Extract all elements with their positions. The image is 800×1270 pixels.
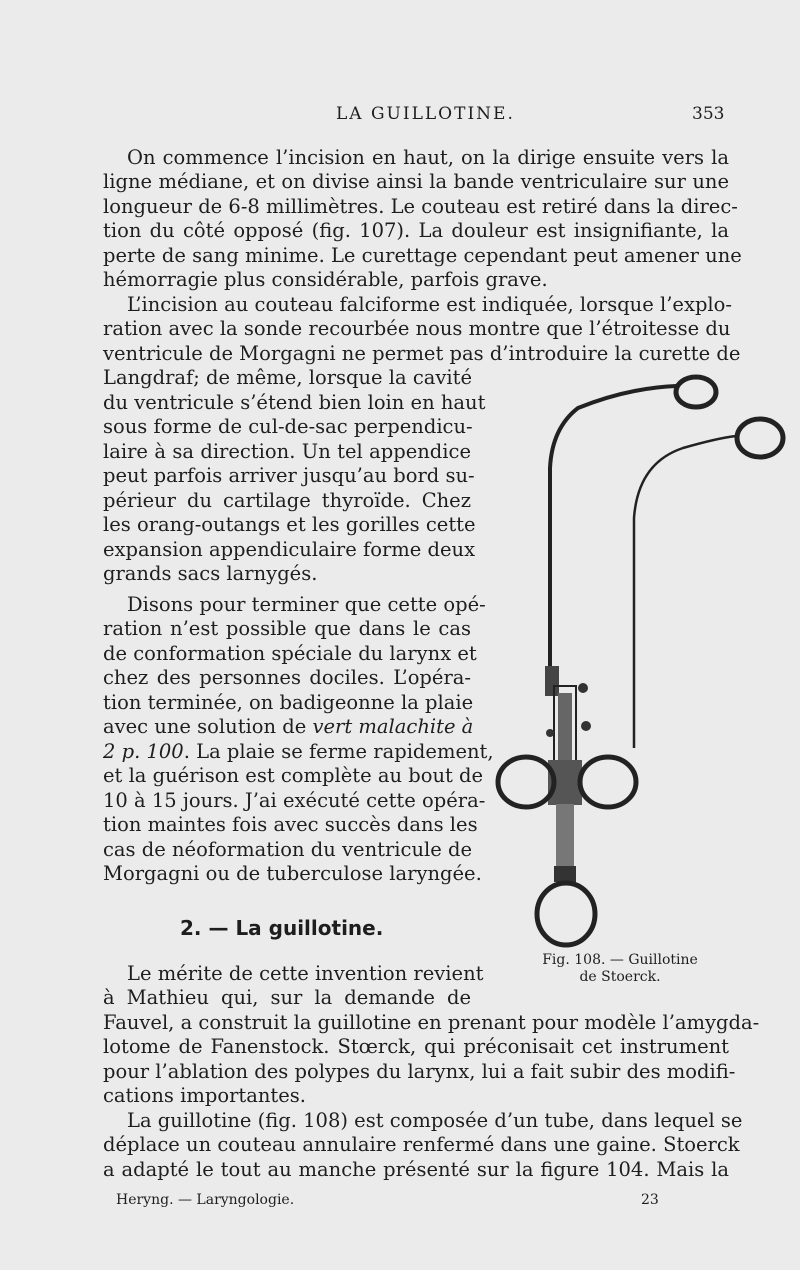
text-line: sous forme de cul-de-sac perpendicu- xyxy=(103,415,473,438)
text-line: Disons pour terminer que cette opé- xyxy=(127,593,486,616)
text-line: cations importantes. xyxy=(103,1084,306,1107)
figure-caption xyxy=(520,952,720,986)
footer-signature: 23 xyxy=(641,1192,659,1208)
text-line: L’incision au couteau falciforme est indiquée, lorsque l’explo- xyxy=(127,293,732,316)
text-segment: . La plaie se ferme rapidement, xyxy=(183,740,494,763)
text-line: et la guérison est complète au bout de xyxy=(103,764,484,787)
text-line: peut parfois arriver jusqu’au bord su- xyxy=(103,464,475,487)
guillotine-instrument-illustration xyxy=(488,368,800,948)
italic-segment: vert malachite à xyxy=(312,715,474,738)
text-line: 10 à 15 jours. J’ai exécuté cette opéra- xyxy=(103,789,486,812)
text-line: perte de sang minime. Le curettage cependant peut amener une xyxy=(103,244,742,267)
text-line: laire à sa direction. Un tel appendice xyxy=(103,440,471,463)
text-line: Fauvel, a construit la guillotine en prenant pour modèle l’amygda- xyxy=(103,1011,760,1034)
text-line: pour l’ablation des polypes du larynx, lui a fait subir des modifi- xyxy=(103,1060,736,1083)
text-line: déplace un couteau annulaire renfermé dans une gaine. Stoerck xyxy=(103,1133,740,1156)
text-line: ration n’est possible que dans le cas xyxy=(103,617,471,640)
text-line xyxy=(103,740,494,764)
text-line: tion maintes fois avec succès dans les xyxy=(103,813,478,836)
text-line xyxy=(103,715,474,739)
text-line: tion du côté opposé (fig. 107). La douleur est insignifiante, la xyxy=(103,219,729,242)
italic-segment: 2 p. 100 xyxy=(103,740,184,763)
text-line: à Mathieu qui, sur la demande de xyxy=(103,986,471,1009)
text-line: ventricule de Morgagni ne permet pas d’introduire la curette de xyxy=(103,342,741,365)
text-line: Morgagni ou de tuberculose laryngée. xyxy=(103,862,482,885)
caption-line: Fig. 108. — Guillotine xyxy=(542,952,698,968)
text-line: tion terminée, on badigeonne la plaie xyxy=(103,691,474,714)
footer-author: Heryng. — Laryngologie. xyxy=(116,1192,295,1208)
text-line: ration avec la sonde recourbée nous montre que l’étroitesse du xyxy=(103,317,731,340)
text-line: de conformation spéciale du larynx et xyxy=(103,642,477,665)
text-line: hémorragie plus considérable, parfois grave. xyxy=(103,268,548,291)
caption-line: de Stoerck. xyxy=(579,969,661,985)
section-heading: 2. — La guillotine. xyxy=(180,916,384,940)
text-line: du ventricule s’étend bien loin en haut xyxy=(103,391,486,414)
text-line: La guillotine (fig. 108) est composée d’un tube, dans lequel se xyxy=(127,1109,743,1132)
text-line: Le mérite de cette invention revient xyxy=(127,962,484,985)
text-line: a adapté le tout au manche présenté sur la figure 104. Mais la xyxy=(103,1158,729,1181)
text-line: Langdraf; de même, lorsque la cavité xyxy=(103,366,473,389)
running-title: LA GUILLOTINE. xyxy=(336,104,515,124)
guillotine-drawing-icon xyxy=(488,368,800,948)
text-line: longueur de 6-8 millimètres. Le couteau est retiré dans la direc- xyxy=(103,195,738,218)
text-line: ligne médiane, et on divise ainsi la bande ventriculaire sur une xyxy=(103,170,729,193)
text-line: On commence l’incision en haut, on la dirige ensuite vers la xyxy=(127,146,729,169)
text-line: les orang-outangs et les gorilles cette xyxy=(103,513,476,536)
text-line: lotome de Fanenstock. Stœrck, qui préconisait cet instrument xyxy=(103,1035,729,1058)
text-line: périeur du cartilage thyroïde. Chez xyxy=(103,489,471,512)
text-line: grands sacs larnygés. xyxy=(103,562,318,585)
text-line: expansion appendiculaire forme deux xyxy=(103,538,476,561)
text-segment: avec une solution de xyxy=(103,715,313,738)
text-line: cas de néoformation du ventricule de xyxy=(103,838,473,861)
text-line: chez des personnes dociles. L’opéra- xyxy=(103,666,471,689)
running-head xyxy=(0,104,800,130)
page-number: 353 xyxy=(692,104,725,124)
